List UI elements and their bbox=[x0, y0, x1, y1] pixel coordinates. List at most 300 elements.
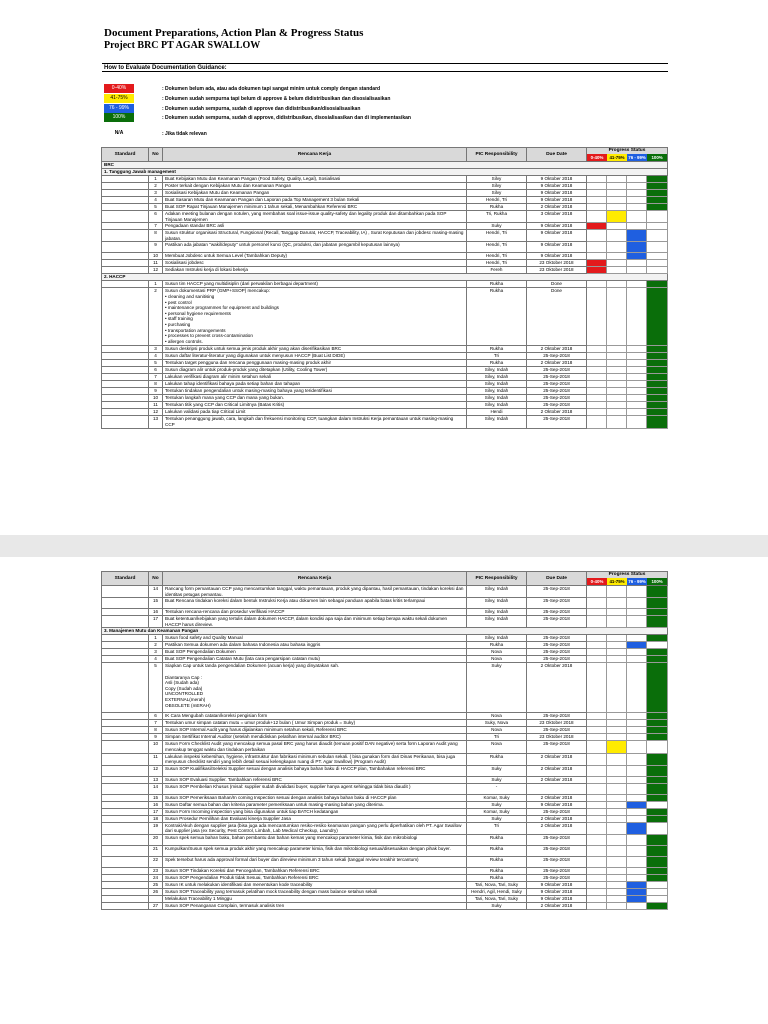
status-fill-grn bbox=[647, 765, 668, 776]
status-yel-cell bbox=[607, 197, 627, 204]
progress-band-label: 41-75% bbox=[607, 154, 627, 161]
no-cell: 3 bbox=[149, 649, 163, 656]
standard-cell bbox=[102, 267, 149, 274]
status-blu-cell bbox=[627, 223, 647, 230]
status-red-cell bbox=[587, 874, 607, 881]
status-yel-cell bbox=[607, 867, 627, 874]
table-row bbox=[102, 183, 668, 190]
standard-cell bbox=[102, 190, 149, 197]
status-yel-cell bbox=[607, 616, 627, 628]
legend-description: : Dokumen sudah sempurna, sudah di approve, didistribusikan, disosialisasikan dan di implementasikan bbox=[162, 115, 411, 121]
pic-cell: Silvy, Indah bbox=[467, 388, 527, 395]
status-red-cell bbox=[587, 190, 607, 197]
table-row bbox=[102, 609, 668, 616]
status-yel-cell bbox=[607, 881, 627, 888]
no-cell: 15 bbox=[149, 598, 163, 609]
standard-cell bbox=[102, 402, 149, 409]
status-blu-cell bbox=[627, 834, 647, 845]
status-blu-cell bbox=[627, 204, 647, 211]
no-cell: 26 bbox=[149, 888, 163, 895]
standard-cell bbox=[102, 801, 149, 808]
status-blu-cell bbox=[627, 783, 647, 794]
pic-cell: Tari, Nova, Tari, Suky bbox=[467, 881, 527, 888]
no-cell: 2 bbox=[149, 183, 163, 190]
standard-cell bbox=[102, 197, 149, 204]
table-row bbox=[102, 734, 668, 741]
status-red-cell bbox=[587, 586, 607, 598]
due-cell bbox=[527, 783, 587, 794]
table-row bbox=[102, 783, 668, 794]
due-cell: 2 Oktober 2018 bbox=[527, 765, 587, 776]
no-cell: 7 bbox=[149, 374, 163, 381]
table-row bbox=[102, 402, 668, 409]
status-yel-cell bbox=[607, 808, 627, 815]
plan-cell: Buat ketentuan/kebijakan yang tertulis dalam dokumen HACCP, dalam kondisi apa saja dan minimum setiap berapa waktu sekali dokumen HACCP harus direview. bbox=[163, 616, 467, 628]
status-red-cell bbox=[587, 253, 607, 260]
status-red-cell bbox=[587, 642, 607, 649]
due-cell: 9 Oktober 2018 bbox=[527, 190, 587, 197]
status-fill-grn bbox=[647, 815, 668, 822]
plan-cell: Adakan meeting bulanan dengan notulen, yang membahas soal issue-issue quality-safety dan legality produk dan ditambahkan pada SOP Tinjauan Manajemen bbox=[163, 211, 467, 223]
no-cell: 9 bbox=[149, 242, 163, 253]
plan-cell: Lakukan validasi pada tiap Critical Limit bbox=[163, 409, 467, 416]
table-row bbox=[102, 223, 668, 230]
plan-cell: Buat Kebijakan Mutu dan Keamanan Pangan (Food Safety, Quality, Legal), Sosialisasi bbox=[163, 176, 467, 183]
table-row bbox=[102, 190, 668, 197]
plan-cell: Susun food safety and Quality Manual bbox=[163, 635, 467, 642]
pic-cell: Silvy, Indah bbox=[467, 616, 527, 628]
status-grn-cell bbox=[647, 211, 668, 223]
status-fill-grn bbox=[647, 902, 668, 909]
standard-cell bbox=[102, 360, 149, 367]
status-red-cell bbox=[587, 367, 607, 374]
no-cell: 27 bbox=[149, 902, 163, 909]
due-cell: 25-Sep-2018 bbox=[527, 381, 587, 388]
standard-cell bbox=[102, 183, 149, 190]
status-red-cell bbox=[587, 649, 607, 656]
status-yel-cell bbox=[607, 642, 627, 649]
due-cell: 25-Sep-2018 bbox=[527, 808, 587, 815]
legend-swatch: 100% bbox=[104, 113, 134, 122]
status-fill-grn bbox=[647, 856, 668, 867]
table-row bbox=[102, 834, 668, 845]
no-cell: 6 bbox=[149, 713, 163, 720]
status-yel-cell bbox=[607, 176, 627, 183]
status-fill-grn bbox=[647, 176, 668, 183]
status-yel-cell bbox=[607, 230, 627, 242]
progress-status-header: Progress Status 0-40% 41-75% 76 - 99% 100% bbox=[587, 148, 668, 162]
status-blu-cell bbox=[627, 416, 647, 428]
pic-cell: Silvy, Indah bbox=[467, 586, 527, 598]
status-fill-blu bbox=[627, 801, 647, 808]
status-red-cell bbox=[587, 720, 607, 727]
plan-cell: Susun Prosedur Pemilihan dan Evaluasi kinerja Supplier Jasa bbox=[163, 815, 467, 822]
status-fill-blu bbox=[627, 881, 647, 888]
status-fill-yel bbox=[607, 211, 627, 223]
col-pic-header: PIC Responsibility bbox=[467, 148, 527, 162]
status-yel-cell bbox=[607, 783, 627, 794]
pic-cell: Hendi bbox=[467, 409, 527, 416]
status-grn-cell bbox=[647, 253, 668, 260]
no-cell: 2 bbox=[149, 288, 163, 346]
status-blu-cell bbox=[627, 635, 647, 642]
plan-cell: Buat SOP Pengendalian Catatan Mutu (lata cara pengarsipan catatan mutu) bbox=[163, 656, 467, 663]
plan-cell: Rancang form pemantauan CCP yang mencantumkan tanggal, waktu pemantauan, produk yang dipantau, hasil pemantauan, tindakan koreksi dan identitas petugas pemantau. bbox=[163, 586, 467, 598]
status-red-cell bbox=[587, 794, 607, 801]
table-row bbox=[102, 794, 668, 801]
pic-cell: Suky bbox=[467, 902, 527, 909]
pic-cell: Silvy, Indah bbox=[467, 609, 527, 616]
plan-cell: Spek tersebut harus ada approval formal dari buyer dan direview minimum 3 tahun sekali (tanggal review terakhir tercantum) bbox=[163, 856, 467, 867]
status-grn-cell bbox=[647, 242, 668, 253]
plan-cell: Lakukan inspeksi kebersihan, hygiene, infrastruktur dan fabrikasi minimum sebulan sekali. ( bisa gunakan form dari Dinas Perikanan, bisa juga menyusun checklist sendiri yang lebih detail sesuai kelengkapan ruang di PT. Agar Swallow) (Program Audit) bbox=[163, 753, 467, 765]
due-cell: 25-Sep-2018 bbox=[527, 845, 587, 856]
plan-cell: Buat Rencana tindakan koreksi dalam bentuk Instruksi Kerja atau dokumen lain sebagai panduan apabila batas kritis terlampaui bbox=[163, 598, 467, 609]
no-cell: 15 bbox=[149, 794, 163, 801]
standard-cell bbox=[102, 856, 149, 867]
status-blu-cell bbox=[627, 211, 647, 223]
status-fill-grn bbox=[647, 783, 668, 794]
status-red-cell bbox=[587, 867, 607, 874]
table-row bbox=[102, 367, 668, 374]
status-blu-cell bbox=[627, 402, 647, 409]
status-fill-red bbox=[587, 260, 607, 267]
plan-cell: Buat SOP Pengendalian Dokumen bbox=[163, 649, 467, 656]
table-row bbox=[102, 815, 668, 822]
status-red-cell bbox=[587, 783, 607, 794]
pic-cell: Silvy bbox=[467, 176, 527, 183]
pic-cell: Komar, Suky bbox=[467, 794, 527, 801]
status-blu-cell bbox=[627, 367, 647, 374]
pic-cell: Nova bbox=[467, 656, 527, 663]
status-blu-cell bbox=[627, 381, 647, 388]
status-blu-cell bbox=[627, 288, 647, 346]
status-blu-cell bbox=[627, 260, 647, 267]
status-blu-cell bbox=[627, 776, 647, 783]
status-red-cell bbox=[587, 808, 607, 815]
pic-cell: Rukha bbox=[467, 288, 527, 346]
pic-cell: Silvy, Indah bbox=[467, 374, 527, 381]
no-cell: 11 bbox=[149, 402, 163, 409]
pic-cell: Hendri, Agil, Hendi, Suky bbox=[467, 888, 527, 895]
status-fill-grn bbox=[647, 649, 668, 656]
due-cell: 25-Sep-2018 bbox=[527, 374, 587, 381]
no-cell: 25 bbox=[149, 881, 163, 888]
status-fill-grn bbox=[647, 867, 668, 874]
status-fill-grn bbox=[647, 720, 668, 727]
table-row bbox=[102, 753, 668, 765]
due-cell: 2 Oktober 2018 bbox=[527, 776, 587, 783]
status-red-cell bbox=[587, 753, 607, 765]
status-blu-cell bbox=[627, 197, 647, 204]
due-cell: 2 Oktober 2018 bbox=[527, 663, 587, 713]
status-yel-cell bbox=[607, 409, 627, 416]
no-cell: 2 bbox=[149, 642, 163, 649]
no-cell: 1 bbox=[149, 281, 163, 288]
status-fill-grn bbox=[647, 845, 668, 856]
pic-cell: Silvy, Indah bbox=[467, 395, 527, 402]
table-row bbox=[102, 204, 668, 211]
table-row bbox=[102, 727, 668, 734]
status-fill-grn bbox=[647, 663, 668, 713]
status-yel-cell bbox=[607, 223, 627, 230]
status-red-cell bbox=[587, 765, 607, 776]
pic-cell: Tri bbox=[467, 353, 527, 360]
status-red-cell bbox=[587, 727, 607, 734]
status-grn-cell bbox=[647, 741, 668, 753]
no-cell: 11 bbox=[149, 753, 163, 765]
pic-cell: Suky bbox=[467, 223, 527, 230]
standard-cell bbox=[102, 649, 149, 656]
pic-cell: Rukha bbox=[467, 867, 527, 874]
standard-cell bbox=[102, 230, 149, 242]
due-cell: 25-Sep-2018 bbox=[527, 656, 587, 663]
table-row bbox=[102, 874, 668, 881]
standard-cell bbox=[102, 720, 149, 727]
pic-cell: Tri bbox=[467, 734, 527, 741]
status-blu-cell bbox=[627, 874, 647, 881]
no-cell: 7 bbox=[149, 720, 163, 727]
status-fill-blu bbox=[627, 242, 647, 253]
plan-cell: Simpan Sertifikat Internal Auditor (setelah mendidiskan pelatihan internal auditor BRC) bbox=[163, 734, 467, 741]
status-yel-cell bbox=[607, 895, 627, 902]
col-no-header: No bbox=[149, 572, 163, 586]
table-row bbox=[102, 801, 668, 808]
status-yel-cell bbox=[607, 260, 627, 267]
no-cell: 18 bbox=[149, 815, 163, 822]
no-cell: 16 bbox=[149, 801, 163, 808]
no-cell: 8 bbox=[149, 727, 163, 734]
status-fill-grn bbox=[647, 204, 668, 211]
due-cell: 9 Oktober 2018 bbox=[527, 223, 587, 230]
status-red-cell bbox=[587, 388, 607, 395]
status-red-cell bbox=[587, 395, 607, 402]
section-title: BRC bbox=[102, 162, 668, 169]
pic-cell: Silvy, Indah bbox=[467, 635, 527, 642]
no-cell: 7 bbox=[149, 223, 163, 230]
status-yel-cell bbox=[607, 902, 627, 909]
standard-cell bbox=[102, 346, 149, 353]
status-grn-cell bbox=[647, 881, 668, 888]
status-yel-cell bbox=[607, 888, 627, 895]
status-grn-cell bbox=[647, 801, 668, 808]
pic-cell: Hendri, Tri bbox=[467, 253, 527, 260]
no-cell: 5 bbox=[149, 360, 163, 367]
status-yel-cell bbox=[607, 845, 627, 856]
status-yel-cell bbox=[607, 253, 627, 260]
col-plan-header: Rencana Kerja bbox=[163, 148, 467, 162]
due-cell: 25-Sep-2018 bbox=[527, 856, 587, 867]
pic-cell: Rukha bbox=[467, 834, 527, 845]
status-grn-cell bbox=[647, 642, 668, 649]
pic-cell: Suky, Nova bbox=[467, 720, 527, 727]
pic-cell: Rukha bbox=[467, 753, 527, 765]
plan-cell: Kumpulkan/Susun spek semua produk akhir yang mencakup parameter kimia, fisik dan mikrobiologi sesuai/disesuaikan dengan pihak buyer. bbox=[163, 845, 467, 856]
standard-cell bbox=[102, 381, 149, 388]
status-fill-grn bbox=[647, 197, 668, 204]
due-cell: 25-Sep-2018 bbox=[527, 402, 587, 409]
plan-cell: Pastikan ada jabatan "wakil/deputy" untuk personel kunci (QC, produksi, dan jabatan pengambil keputusan lainnya) bbox=[163, 242, 467, 253]
no-cell: 4 bbox=[149, 197, 163, 204]
table-row bbox=[102, 260, 668, 267]
status-red-cell bbox=[587, 801, 607, 808]
status-blu-cell bbox=[627, 409, 647, 416]
status-red-cell bbox=[587, 609, 607, 616]
plan-cell: Poster terkait dengan Kebijakan Mutu dan Keamanan Pangan bbox=[163, 183, 467, 190]
status-red-cell bbox=[587, 616, 607, 628]
status-fill-grn bbox=[647, 834, 668, 845]
pic-cell: Komar, Suky bbox=[467, 808, 527, 815]
status-grn-cell bbox=[647, 230, 668, 242]
standard-cell bbox=[102, 642, 149, 649]
status-fill-grn bbox=[647, 353, 668, 360]
table-row bbox=[102, 845, 668, 856]
due-cell: 25-Sep-2018 bbox=[527, 727, 587, 734]
progress-band-label: 0-40% bbox=[587, 578, 607, 585]
pic-cell: Hendri, Tri bbox=[467, 242, 527, 253]
no-cell: 9 bbox=[149, 388, 163, 395]
status-grn-cell bbox=[647, 260, 668, 267]
table-row bbox=[102, 211, 668, 223]
standard-cell bbox=[102, 616, 149, 628]
standard-cell bbox=[102, 663, 149, 713]
status-blu-cell bbox=[627, 656, 647, 663]
pic-cell: Silvy bbox=[467, 183, 527, 190]
legend-swatch: 76 - 99% bbox=[104, 104, 134, 113]
status-grn-cell bbox=[647, 888, 668, 895]
table-row bbox=[102, 741, 668, 753]
pic-cell: Silvy, Indah bbox=[467, 367, 527, 374]
standard-cell bbox=[102, 598, 149, 609]
status-red-cell bbox=[587, 635, 607, 642]
table-row bbox=[102, 856, 668, 867]
pic-cell: Tri, Rukha bbox=[467, 211, 527, 223]
due-cell: 9 Oktober 2018 bbox=[527, 197, 587, 204]
plan-cell: Pengadaan standar BRC asli bbox=[163, 223, 467, 230]
standard-cell bbox=[102, 204, 149, 211]
due-cell: 2 Oktober 2018 bbox=[527, 794, 587, 801]
status-yel-cell bbox=[607, 353, 627, 360]
table-row bbox=[102, 360, 668, 367]
table-row bbox=[102, 409, 668, 416]
pic-cell: Silvy, Indah bbox=[467, 416, 527, 428]
status-red-cell bbox=[587, 197, 607, 204]
status-yel-cell bbox=[607, 734, 627, 741]
plan-cell: Tentukan titik yang CCP dan Critical Limitnya (Batas Kritis) bbox=[163, 402, 467, 409]
due-cell: 2 Oktober 2018 bbox=[527, 409, 587, 416]
status-fill-grn bbox=[647, 190, 668, 197]
status-red-cell bbox=[587, 888, 607, 895]
plan-cell: Tentukan umur simpan catatan mutu = umur produk+12 bulan ( Umur Simpan produk = Suky) bbox=[163, 720, 467, 727]
status-blu-cell bbox=[627, 845, 647, 856]
status-fill-blu bbox=[627, 253, 647, 260]
plan-cell: Pastikan Semua dokumen ada dalam bahasa Indonesia atau bahasa inggris bbox=[163, 642, 467, 649]
due-cell: 25-Sep-2018 bbox=[527, 635, 587, 642]
plan-cell: Kontrak/Akuh dengan supplier jasa (bisa juga ada mencantumkan resiko-resiko keamanan pangan yang perlu diperhatikan oleh PT. Agar Swallow dari supplier jasa (ex Security, Pest Control, Limbah, Lab Medical Checkup, Laundry) bbox=[163, 822, 467, 834]
status-yel-cell bbox=[607, 598, 627, 609]
status-red-cell bbox=[587, 211, 607, 223]
status-blu-cell bbox=[627, 395, 647, 402]
status-yel-cell bbox=[607, 288, 627, 346]
status-fill-grn bbox=[647, 808, 668, 815]
pic-cell: Nova bbox=[467, 713, 527, 720]
no-cell: 17 bbox=[149, 808, 163, 815]
pic-cell: Suky bbox=[467, 815, 527, 822]
due-cell: 9 Oktober 2018 bbox=[527, 881, 587, 888]
status-blu-cell bbox=[627, 902, 647, 909]
progress-table-1 bbox=[101, 147, 668, 429]
standard-cell bbox=[102, 834, 149, 845]
table-row bbox=[102, 176, 668, 183]
due-cell: 25-Sep-2018 bbox=[527, 416, 587, 428]
status-red-cell bbox=[587, 416, 607, 428]
due-cell: 23 Oktober 2018 bbox=[527, 720, 587, 727]
status-blu-cell bbox=[627, 190, 647, 197]
progress-band-label: 41-75% bbox=[607, 578, 627, 585]
section-title: 1. Tanggung Jawab management bbox=[102, 169, 668, 176]
standard-cell bbox=[102, 874, 149, 881]
status-yel-cell bbox=[607, 586, 627, 598]
due-cell: 9 Oktober 2018 bbox=[527, 176, 587, 183]
pic-cell: Suky bbox=[467, 765, 527, 776]
status-fill-grn bbox=[647, 616, 668, 628]
pic-cell: Silvy, Indah bbox=[467, 598, 527, 609]
table-row bbox=[102, 346, 668, 353]
progress-band-label: 100% bbox=[647, 578, 667, 585]
no-cell: 12 bbox=[149, 765, 163, 776]
no-cell: 6 bbox=[149, 211, 163, 223]
table-row bbox=[102, 649, 668, 656]
standard-cell bbox=[102, 409, 149, 416]
no-cell: 11 bbox=[149, 260, 163, 267]
table-row bbox=[102, 288, 668, 346]
table-row bbox=[102, 281, 668, 288]
col-pic-header: PIC Responsibility bbox=[467, 572, 527, 586]
plan-cell: Susun SOP Traceability yang termasuk pelatihan mock traceability dengan mass balance setahun sekali bbox=[163, 888, 467, 895]
table-row bbox=[102, 713, 668, 720]
status-red-cell bbox=[587, 713, 607, 720]
plan-cell: Susun spek semua bahan baku, bahan pembantu dan bahan kemas yang mencakup parameter kimia, fisik dan mikrobiologi bbox=[163, 834, 467, 845]
table-row bbox=[102, 253, 668, 260]
status-fill-grn bbox=[647, 395, 668, 402]
standard-cell bbox=[102, 395, 149, 402]
progress-band-label: 100% bbox=[647, 154, 667, 161]
table-row bbox=[102, 895, 668, 902]
table-row bbox=[102, 656, 668, 663]
no-cell: 14 bbox=[149, 783, 163, 794]
plan-cell: Susun Form Incoming inspection yang bisa digunakan untuk tiap BATCH kedatangan bbox=[163, 808, 467, 815]
table-row bbox=[102, 663, 668, 713]
pic-cell: Rukha bbox=[467, 642, 527, 649]
status-grn-cell bbox=[647, 822, 668, 834]
status-blu-cell bbox=[627, 713, 647, 720]
status-fill-grn bbox=[647, 586, 668, 598]
status-fill-grn bbox=[647, 288, 668, 346]
status-yel-cell bbox=[607, 801, 627, 808]
standard-cell bbox=[102, 845, 149, 856]
status-red-cell bbox=[587, 360, 607, 367]
status-red-cell bbox=[587, 353, 607, 360]
due-cell: 25-Sep-2018 bbox=[527, 367, 587, 374]
plan-cell: Susun tim HACCP yang multidisiplin (dari perwakilan berbagai department) bbox=[163, 281, 467, 288]
plan-cell: Susun IK untuk melakukan identifikasi dan menentukan kode traceability bbox=[163, 881, 467, 888]
no-cell: 14 bbox=[149, 586, 163, 598]
plan-cell: Tentukan tindakan pengendalian untuk masing-masing bahaya yang teridentifikasi bbox=[163, 388, 467, 395]
status-yel-cell bbox=[607, 360, 627, 367]
status-yel-cell bbox=[607, 281, 627, 288]
standard-cell bbox=[102, 734, 149, 741]
status-grn-cell bbox=[647, 895, 668, 902]
